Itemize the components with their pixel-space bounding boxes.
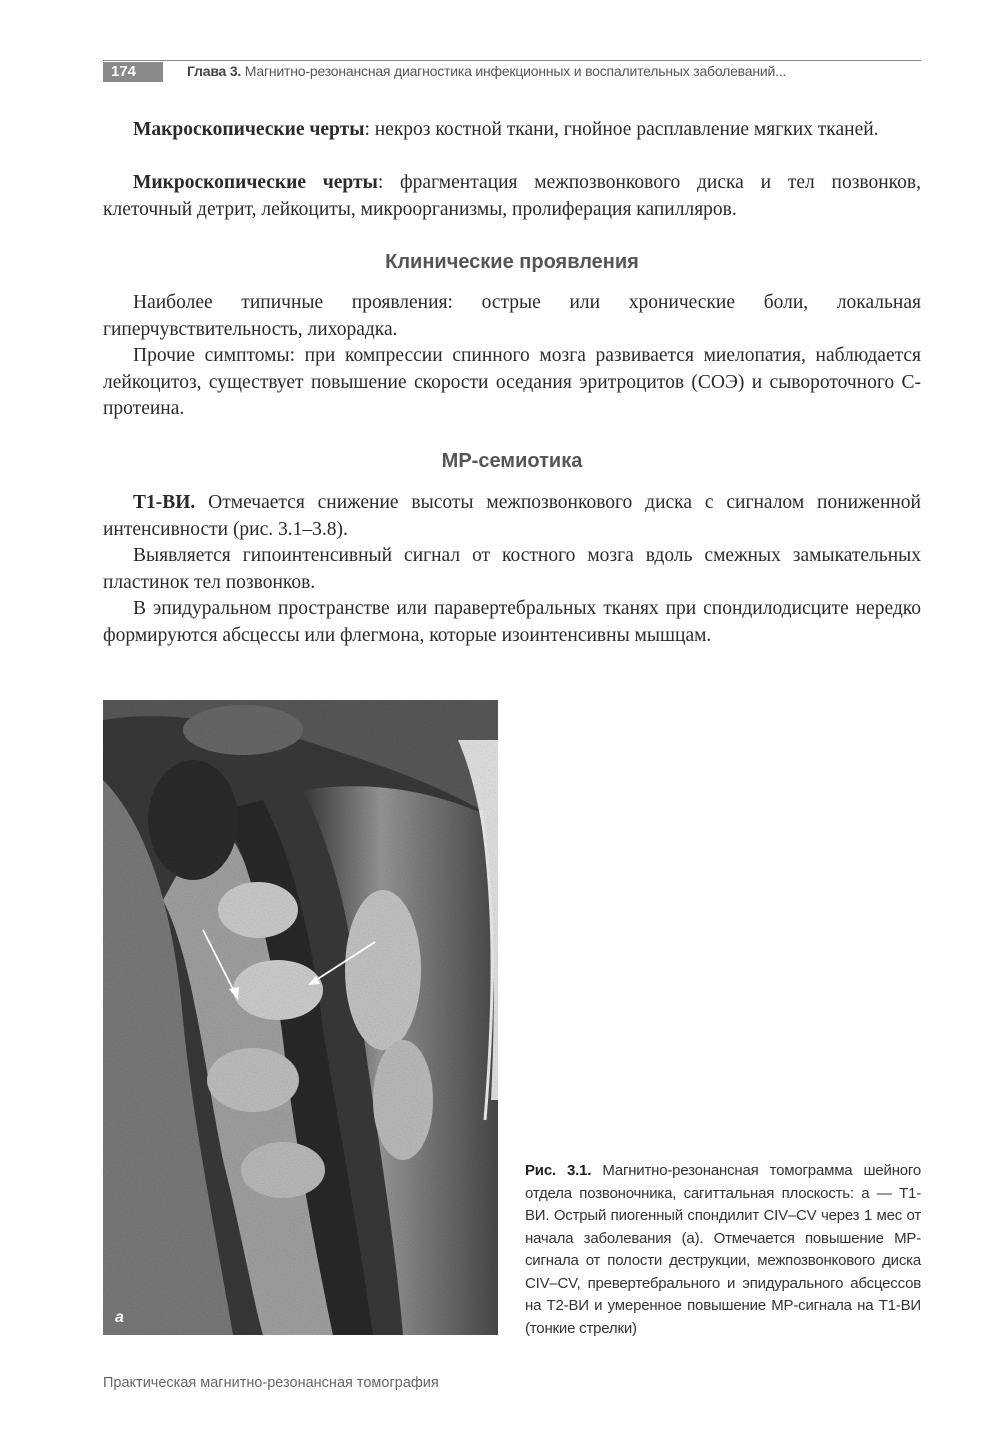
mri-figure [103,700,498,1335]
paragraph-other-symptoms: Прочие симптомы: при компрессии спинного мозга развивается миелопатия, наблюдается лейкоцитоз, существует повышение скорости оседания эритроцитов (СОЭ) и сывороточного С-протеина. [103,345,921,419]
section-heading-mr: МР-семиотика [441,450,583,472]
running-footer: Практическая магнитно-резонансная томография [103,1375,439,1391]
paragraph-epidural: В эпидуральном пространстве или паравертебральных тканях при спондилодисците нередко формируются абсцессы или флегмона, которые изоинтенсивны мышцам. [103,598,921,646]
paragraph-lead: Т1-ВИ. [133,492,196,513]
chapter-label: Глава 3. [187,63,242,79]
paragraph-text: : некроз костной ткани, гнойное расплавление мягких тканей. [364,119,879,140]
chapter-title [187,63,786,79]
paragraph-lead: Макроскопические черты [133,119,365,140]
paragraph-hypointense: Выявляется гипоинтенсивный сигнал от костного мозга вдоль смежных замыкательных пластинок тел позвонков. [103,545,921,593]
figure-panel-letter: а [115,1309,124,1326]
figure-caption [525,1160,921,1340]
header-rule [103,60,921,61]
running-header [103,60,921,82]
caption-text: Магнитно-резонансная томограмма шейного отдела позвоночника, сагиттальная плоскость: а — Т1-ВИ. Острый пиогенный спондилит CIV–CV через 1 мес от начала заболевания (а). Отмечается повышение МР-сигнала от полости деструкции, межпозвонкового диска CIV–CV, превертебрального и эпидурального абсцессов на Т2-ВИ и умеренное повышение МР-сигнала на Т1-ВИ (тонкие стрелки) [525,1162,922,1337]
page-number: 174 [103,62,163,82]
chapter-title-text: Магнитно-резонансная диагностика инфекционных и воспалительных заболеваний... [244,63,787,79]
caption-label: Рис. 3.1. [525,1162,592,1179]
paragraph-microscopic [103,170,921,223]
paragraph-t1 [103,490,921,543]
paragraph-text: Отмечается снижение высоты межпозвонкового диска с сигналом пониженной интенсивности (рис. 3.1–3.8). [103,492,921,540]
paragraph-macroscopic [103,117,921,144]
paragraph-typical: Наиболее типичные проявления: острые или хронические боли, локальная гиперчувствительность, лихорадка. [103,292,921,340]
paragraph-text: : фрагментация межпозвонкового диска и тел позвонков, клеточный детрит, лейкоциты, микроорганизмы, пролиферация капилляров. [103,172,921,220]
paragraph-lead: Микроскопические черты [133,172,378,193]
section-heading-clinical: Клинические проявления [385,251,639,273]
mri-image [103,700,498,1335]
